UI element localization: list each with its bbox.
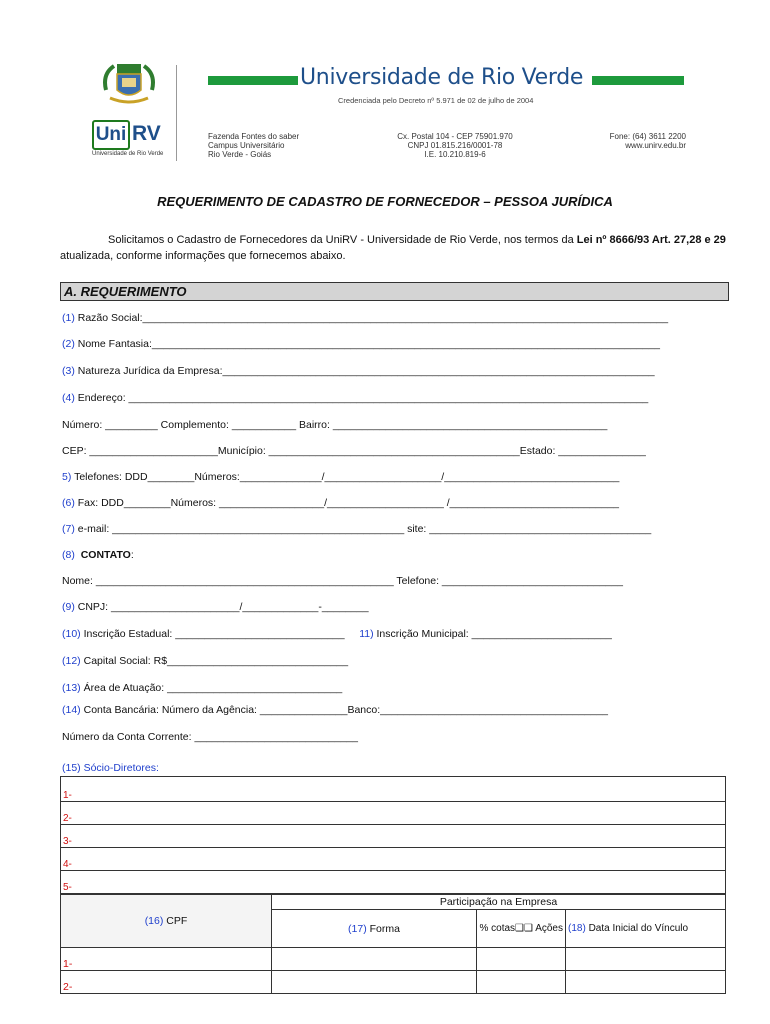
field-number: (13)	[62, 682, 81, 694]
field-label: Fax: DDD________Números: __________________/____________________ /_____________________________	[74, 497, 619, 509]
field-email-site[interactable]	[62, 522, 726, 536]
forma-cell[interactable]	[272, 971, 477, 994]
address-line: Rio Verde - Goiás	[208, 150, 272, 159]
contato-label: CONTATO	[80, 549, 131, 561]
field-natureza-juridica[interactable]	[62, 364, 726, 378]
table-row[interactable]	[61, 825, 726, 848]
address-col-2	[385, 132, 525, 159]
field-inscricoes[interactable]	[62, 627, 726, 641]
table-row[interactable]	[61, 848, 726, 871]
field-number: 5)	[62, 471, 72, 483]
field-number: (16)	[144, 915, 164, 927]
field-area-atuacao[interactable]	[62, 681, 726, 695]
field-socio-diretores: (15) Sócio-Diretores:	[62, 762, 159, 774]
cpf-header	[61, 895, 272, 948]
credential-text: Credenciada pelo Decreto nº 5.971 de 02 de julho de 2004	[338, 96, 534, 105]
cotas-cell[interactable]	[477, 948, 566, 971]
field-fax[interactable]	[62, 496, 726, 510]
address-line: CNPJ 01.815.216/0001-78	[407, 141, 503, 150]
field-cnpj[interactable]	[62, 600, 726, 614]
university-seal-logo	[100, 60, 158, 108]
contato-colon: :	[130, 549, 134, 561]
field-capital-social[interactable]	[62, 654, 726, 668]
field-numero-complemento-bairro[interactable]	[62, 418, 726, 432]
unirv-logo	[92, 120, 172, 160]
data-vinculo-label: Data Inicial do Vínculo	[585, 923, 689, 934]
field-telefones[interactable]	[62, 470, 726, 484]
field-contato	[62, 548, 726, 562]
address-col-3	[594, 132, 686, 150]
field-cep-municipio-estado[interactable]	[62, 444, 726, 458]
field-nome-telefone[interactable]	[62, 574, 726, 588]
field-label: Capital Social: R$_______________________________	[80, 655, 349, 667]
field-label: CEP: ______________________Município: ___________________________________________Estado: _______________	[62, 445, 646, 457]
field-number: (1)	[62, 312, 75, 324]
field-number: (14)	[62, 704, 81, 716]
field-label: Nome Fantasia:_______________________________________________________________________________________	[74, 338, 660, 350]
field-number: (12)	[62, 655, 81, 667]
socio-cell[interactable]: 5-	[61, 871, 726, 894]
field-label: Nome: ___________________________________________________ Telefone: _______________________________	[62, 575, 623, 587]
cotas-cell[interactable]	[477, 971, 566, 994]
field-endereco[interactable]	[62, 391, 726, 405]
section-a-header: A. REQUERIMENTO	[60, 282, 729, 301]
intro-text-a: Solicitamos o Cadastro de Fornecedores da UniRV - Universidade de Rio Verde, nos termos da	[108, 234, 577, 246]
socio-cell[interactable]: 2-	[61, 802, 726, 825]
field-number: (18)	[568, 923, 586, 934]
unirv-logo-subtitle: Universidade de Rio Verde	[92, 151, 164, 157]
address-col-1	[208, 132, 299, 159]
field-label: Natureza Jurídica da Empresa:__________________________________________________________________________	[74, 365, 655, 377]
field-label: Número: _________ Complemento: ___________ Bairro: _______________________________________________	[62, 419, 608, 431]
field-label: e-mail: __________________________________________________ site: ______________________________________	[74, 523, 652, 535]
address-line: I.E. 10.210.819-6	[424, 150, 486, 159]
participacao-header: Participação na Empresa	[272, 895, 726, 910]
participacao-table	[60, 894, 726, 994]
intro-text-b: atualizada, conforme informações que fornecemos abaixo.	[60, 250, 346, 262]
unirv-logo-rv: RV	[132, 122, 161, 145]
header-divider	[176, 65, 177, 161]
data-vinculo-header	[566, 910, 726, 948]
field-number: (9)	[62, 601, 75, 613]
website-line: www.unirv.edu.br	[625, 141, 686, 150]
field-number: (6)	[62, 497, 75, 509]
cpf-cell[interactable]: 2-	[61, 971, 272, 994]
field-number: (4)	[62, 392, 75, 404]
field-razao-social[interactable]	[62, 311, 726, 325]
table-row[interactable]	[61, 871, 726, 894]
cotas-header: % cotas❑❑ Ações	[477, 910, 566, 948]
cpf-label: CPF	[163, 915, 188, 927]
field-label: Inscrição Municipal: ________________________	[373, 628, 612, 640]
intro-paragraph	[60, 232, 730, 264]
field-number: (8)	[62, 549, 75, 561]
field-label: CNPJ: ______________________/_____________-________	[74, 601, 369, 613]
forma-label: Forma	[366, 922, 400, 935]
field-number: (10)	[62, 628, 81, 640]
data-cell[interactable]	[566, 948, 726, 971]
socio-cell[interactable]: 3-	[61, 825, 726, 848]
socio-cell[interactable]: 4-	[61, 848, 726, 871]
field-number: (3)	[62, 365, 75, 377]
address-line: Campus Universitário	[208, 141, 285, 150]
field-label: Número da Conta Corrente: ____________________________	[62, 731, 358, 743]
field-nome-fantasia[interactable]	[62, 337, 726, 351]
socio-cell[interactable]: 1-	[61, 777, 726, 802]
socios-table	[60, 776, 726, 894]
field-label: Telefones: DDD________Números:______________/____________________/______________________________	[71, 471, 620, 483]
field-label: Área de Atuação: ______________________________	[80, 682, 343, 694]
field-conta-bancaria[interactable]	[62, 703, 726, 717]
field-number: (7)	[62, 523, 75, 535]
field-number: (2)	[62, 338, 75, 350]
field-number: 11)	[359, 628, 374, 640]
green-bar-left	[208, 76, 298, 85]
forma-cell[interactable]	[272, 948, 477, 971]
field-label: Inscrição Estadual: _____________________________	[80, 628, 345, 640]
university-name: Universidade de Rio Verde	[300, 65, 584, 90]
table-row[interactable]	[61, 971, 726, 994]
cpf-cell[interactable]: 1-	[61, 948, 272, 971]
forma-header	[272, 910, 477, 948]
field-number: (17)	[348, 922, 367, 935]
field-label: Razão Social:__________________________________________________________________________________________	[74, 312, 669, 324]
address-line: Fazenda Fontes do saber	[208, 132, 300, 141]
table-row[interactable]	[61, 777, 726, 802]
field-conta-corrente[interactable]	[62, 730, 726, 744]
unirv-logo-uni: Uni	[92, 120, 130, 150]
data-cell[interactable]	[566, 971, 726, 994]
table-row[interactable]	[61, 802, 726, 825]
intro-law: Lei nº 8666/93 Art. 27,28 e 29	[576, 234, 726, 246]
document-title: REQUERIMENTO DE CADASTRO DE FORNECEDOR – PESSOA JURÍDICA	[157, 194, 613, 209]
field-label: Conta Bancária: Número da Agência: _______________Banco:_______________________________________	[80, 704, 608, 716]
phone-line: Fone: (64) 3611 2200	[609, 132, 686, 141]
field-label: Endereço: _________________________________________________________________________________________	[74, 392, 649, 404]
green-bar-right	[592, 76, 684, 85]
address-line: Cx. Postal 104 - CEP 75901.970	[397, 132, 513, 141]
table-row[interactable]	[61, 948, 726, 971]
